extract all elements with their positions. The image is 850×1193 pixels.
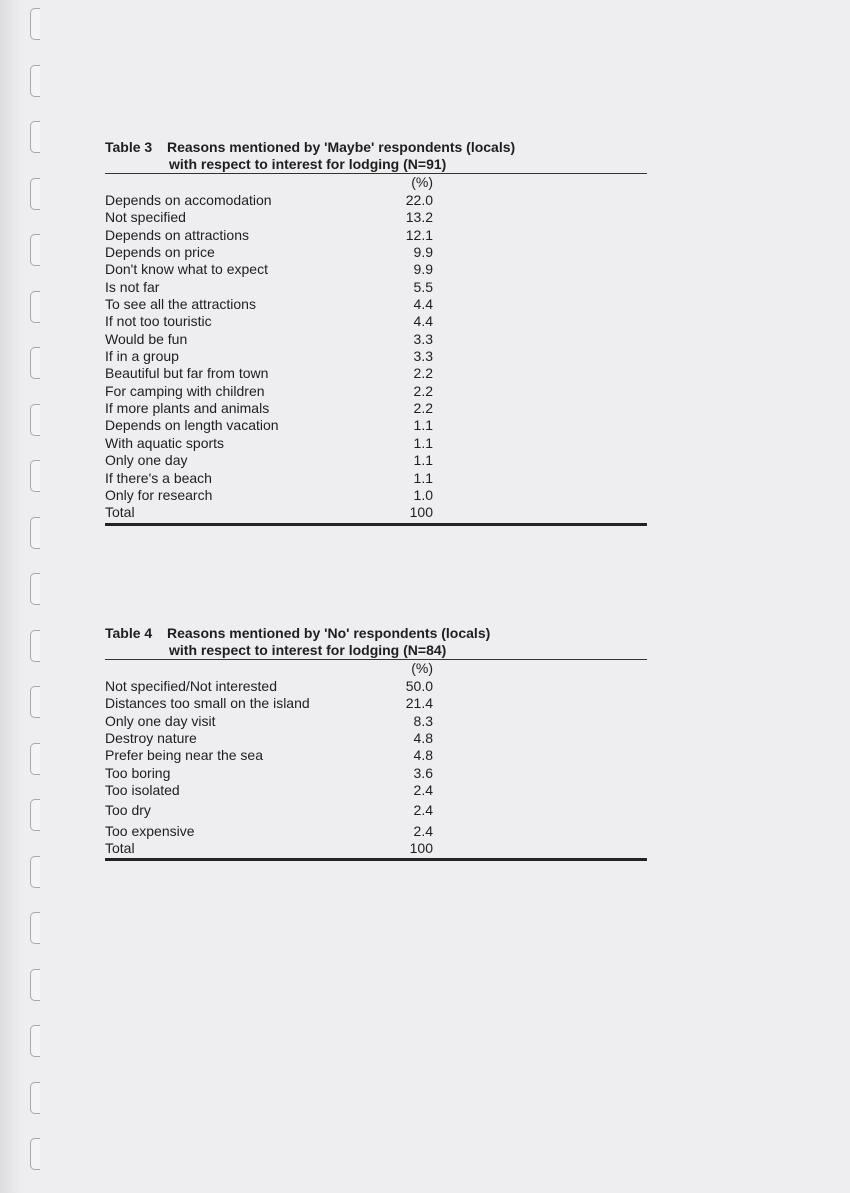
- binder-hole: [30, 630, 40, 662]
- binder-hole: [30, 404, 40, 436]
- binder-hole: [30, 65, 40, 97]
- row-label: Destroy nature: [105, 730, 197, 747]
- bottom-rule: [105, 858, 647, 861]
- row-percent: 9.9: [413, 244, 433, 261]
- row-percent: 3.3: [413, 330, 433, 347]
- row-label: Is not far: [105, 278, 160, 295]
- row-label: Depends on length vacation: [105, 417, 279, 434]
- table-row: [105, 695, 647, 712]
- row-label: For camping with children: [105, 382, 265, 399]
- total-row: [105, 504, 647, 521]
- row-label: Only one day visit: [105, 712, 216, 729]
- binder-holes: [30, 0, 44, 1193]
- binder-hole: [30, 517, 40, 549]
- binder-hole: [30, 969, 40, 1001]
- row-label: Too expensive: [105, 822, 195, 839]
- binder-hole: [30, 1082, 40, 1114]
- row-label: Only for research: [105, 486, 213, 503]
- row-percent: 2.4: [413, 782, 433, 799]
- unit-header: (%): [411, 174, 433, 190]
- row-label: To see all the attractions: [105, 296, 256, 313]
- binder-hole: [30, 121, 40, 153]
- table-row: [105, 383, 647, 400]
- row-label: Too boring: [105, 764, 171, 781]
- binder-hole: [30, 1138, 40, 1170]
- row-label: Total: [105, 839, 135, 856]
- row-label: Too isolated: [105, 782, 180, 799]
- table-3-caption: [105, 139, 647, 173]
- caption-line-2: with respect to interest for lodging (N=91): [169, 156, 447, 172]
- row-percent: 2.4: [413, 802, 433, 819]
- table-4-caption: [105, 625, 647, 659]
- row-label: Not specified/Not interested: [105, 678, 277, 694]
- binder-hole: [30, 234, 40, 266]
- row-percent: 13.2: [405, 209, 433, 226]
- row-label: If more plants and animals: [105, 400, 270, 417]
- table-row: [105, 261, 647, 278]
- binder-hole: [30, 460, 40, 492]
- row-label: If there's a beach: [105, 469, 212, 486]
- table-row: [105, 487, 647, 504]
- binder-hole: [30, 686, 40, 718]
- binder-hole: [30, 573, 40, 605]
- row-label: Distances too small on the island: [105, 695, 310, 712]
- row-percent: 1.1: [413, 469, 433, 486]
- row-label: Too dry: [105, 802, 151, 819]
- caption-line-1: Reasons mentioned by 'Maybe' respondents (locals): [167, 139, 516, 155]
- row-percent: 2.4: [413, 822, 433, 839]
- table-4: [105, 625, 647, 861]
- scan-edge-shadow: [0, 0, 22, 1193]
- table-body: [105, 678, 647, 857]
- table-number: Table 3: [105, 139, 153, 155]
- binder-hole: [30, 912, 40, 944]
- table-row: [105, 435, 647, 452]
- total-row: [105, 840, 647, 857]
- table-row: [105, 296, 647, 313]
- unit-header-row: [105, 174, 647, 192]
- table-row: [105, 209, 647, 226]
- row-label: Total: [105, 504, 135, 521]
- row-percent: 9.9: [413, 261, 433, 278]
- bottom-rule: [105, 523, 647, 526]
- row-label: If in a group: [105, 348, 179, 365]
- binder-hole: [30, 347, 40, 379]
- row-percent: 50.0: [405, 678, 433, 694]
- row-percent: 1.1: [413, 434, 433, 451]
- table-row: [105, 244, 647, 261]
- binder-hole: [30, 178, 40, 210]
- row-percent: 1.1: [413, 452, 433, 469]
- binder-hole: [30, 8, 40, 40]
- table-row: [105, 192, 647, 209]
- table-row: [105, 470, 647, 487]
- row-label: Depends on attractions: [105, 226, 249, 243]
- row-label: Beautiful but far from town: [105, 365, 269, 382]
- row-label: Depends on accomodation: [105, 192, 272, 208]
- table-row: [105, 365, 647, 382]
- row-percent: 12.1: [405, 226, 433, 243]
- row-percent: 4.4: [413, 313, 433, 330]
- row-label: Depends on price: [105, 244, 215, 261]
- row-percent: 2.2: [413, 382, 433, 399]
- table-row: [105, 678, 647, 695]
- table-row: [105, 452, 647, 469]
- table-row: [105, 765, 647, 782]
- table-row: [105, 279, 647, 296]
- table-body: [105, 192, 647, 522]
- caption-line-1: Reasons mentioned by 'No' respondents (locals): [167, 625, 491, 641]
- row-label: Would be fun: [105, 330, 188, 347]
- binder-hole: [30, 799, 40, 831]
- unit-header-row: [105, 660, 647, 678]
- table-3: [105, 139, 647, 526]
- row-percent: 2.2: [413, 400, 433, 417]
- table-row: [105, 417, 647, 434]
- row-percent: 3.6: [413, 764, 433, 781]
- row-percent: 21.4: [405, 695, 433, 712]
- table-row: [105, 313, 647, 330]
- table-row: [105, 331, 647, 348]
- row-percent: 22.0: [405, 192, 433, 208]
- binder-hole: [30, 1025, 40, 1057]
- row-label: With aquatic sports: [105, 434, 225, 451]
- table-row: [105, 820, 647, 840]
- row-label: Not specified: [105, 209, 186, 226]
- table-row: [105, 348, 647, 365]
- unit-header: (%): [411, 660, 433, 676]
- row-percent: 1.1: [413, 417, 433, 434]
- binder-hole: [30, 856, 40, 888]
- table-row: [105, 227, 647, 244]
- row-percent: 4.8: [413, 730, 433, 747]
- row-percent: 100: [409, 839, 433, 856]
- binder-hole: [30, 743, 40, 775]
- table-number: Table 4: [105, 625, 153, 641]
- row-label: If not too touristic: [105, 313, 212, 330]
- row-percent: 3.3: [413, 348, 433, 365]
- binder-hole: [30, 291, 40, 323]
- row-label: Prefer being near the sea: [105, 747, 263, 764]
- caption-line-2: with respect to interest for lodging (N=84): [169, 642, 447, 658]
- table-row: [105, 799, 647, 820]
- row-percent: 5.5: [413, 278, 433, 295]
- row-percent: 100: [409, 504, 433, 521]
- row-percent: 2.2: [413, 365, 433, 382]
- row-percent: 1.0: [413, 486, 433, 503]
- row-percent: 4.4: [413, 296, 433, 313]
- table-row: [105, 713, 647, 730]
- row-percent: 4.8: [413, 747, 433, 764]
- table-row: [105, 747, 647, 764]
- row-label: Don't know what to expect: [105, 261, 268, 278]
- table-row: [105, 782, 647, 799]
- row-label: Only one day: [105, 452, 188, 469]
- table-row: [105, 730, 647, 747]
- row-percent: 8.3: [413, 712, 433, 729]
- table-row: [105, 400, 647, 417]
